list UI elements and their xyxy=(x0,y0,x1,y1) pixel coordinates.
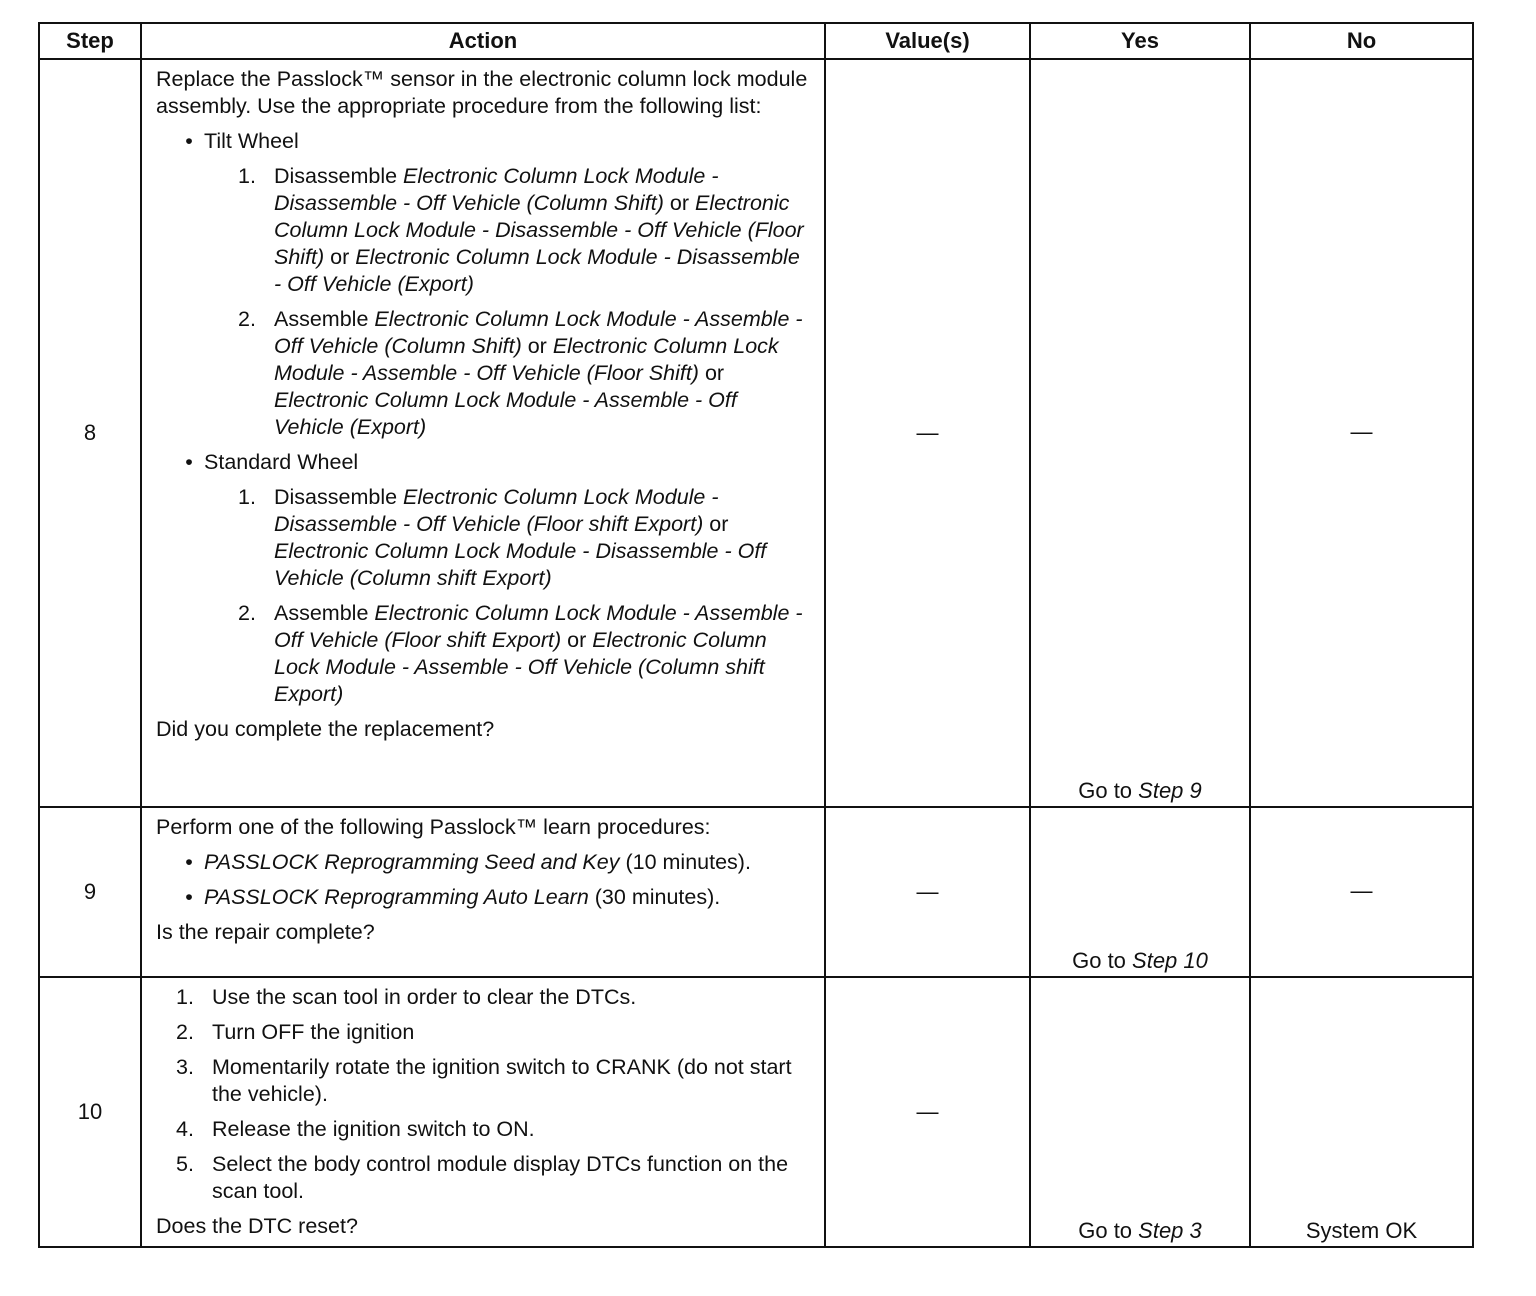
step-number: 9 xyxy=(39,807,141,977)
step-number: 10 xyxy=(39,977,141,1247)
item-number: 1. xyxy=(176,985,194,1009)
item-text: Assemble xyxy=(274,307,375,331)
header-values: Value(s) xyxy=(825,23,1030,59)
value-cell: — xyxy=(825,977,1030,1247)
procedure-reference: Electronic Column Lock Module - Disassemble - Off Vehicle (Export) xyxy=(274,245,800,296)
action-intro: Replace the Passlock™ sensor in the electronic column lock module assembly. Use the appropriate procedure from the following list: xyxy=(156,67,808,118)
item-text: or xyxy=(663,191,695,215)
list-item xyxy=(156,600,812,708)
action-cell xyxy=(141,977,825,1247)
item-text: Select the body control module display DTCs function on the scan tool. xyxy=(212,1152,789,1203)
item-text: or xyxy=(561,628,593,652)
table-row xyxy=(39,977,1473,1247)
no-cell: — xyxy=(1250,807,1473,977)
item-text: Momentarily rotate the ignition switch to CRANK (do not start the vehicle). xyxy=(212,1055,792,1106)
list-item xyxy=(156,163,812,298)
item-number: 1. xyxy=(238,485,256,509)
bullet-icon: • xyxy=(185,450,193,474)
list-item xyxy=(156,306,812,441)
yes-cell xyxy=(1030,807,1250,977)
header-no: No xyxy=(1250,23,1473,59)
yes-prefix: Go to xyxy=(1078,1218,1139,1243)
list-item xyxy=(156,1116,812,1143)
item-number: 2. xyxy=(176,1020,194,1044)
item-text: or xyxy=(521,334,553,358)
bullet-text: Standard Wheel xyxy=(204,450,359,474)
bullet-icon: • xyxy=(185,885,193,909)
procedure-reference: Electronic Column Lock Module - Disassemble - Off Vehicle (Column Shift) xyxy=(274,164,719,215)
procedure-reference: Electronic Column Lock Module - Assemble - Off Vehicle (Column shift Export) xyxy=(274,628,767,706)
yes-prefix: Go to xyxy=(1072,948,1133,973)
list-item xyxy=(156,984,812,1011)
action-intro: Perform one of the following Passlock™ learn procedures: xyxy=(156,815,711,839)
item-text: Assemble xyxy=(274,601,375,625)
diagnostic-step-table xyxy=(38,22,1474,1248)
item-text: Disassemble xyxy=(274,485,404,509)
action-cell xyxy=(141,59,825,807)
procedure-reference: Electronic Column Lock Module - Assemble - Off Vehicle (Column Shift) xyxy=(274,307,803,358)
item-text: Use the scan tool in order to clear the DTCs. xyxy=(212,985,637,1009)
item-number: 2. xyxy=(238,601,256,625)
diagnostic-table-page xyxy=(38,22,1472,1248)
yes-prefix: Go to xyxy=(1078,778,1139,803)
bullet-text: Tilt Wheel xyxy=(204,129,299,153)
table-header-row xyxy=(39,23,1473,59)
procedure-reference: Electronic Column Lock Module - Disassemble - Off Vehicle (Column shift Export) xyxy=(274,539,767,590)
list-item xyxy=(156,1151,812,1205)
procedure-reference: PASSLOCK Reprogramming Seed and Key xyxy=(204,850,620,874)
action-question: Is the repair complete? xyxy=(156,920,375,944)
item-number: 4. xyxy=(176,1117,194,1141)
header-yes: Yes xyxy=(1030,23,1250,59)
yes-cell xyxy=(1030,59,1250,807)
list-item xyxy=(156,1054,812,1108)
bullet-text: (30 minutes). xyxy=(588,885,721,909)
bullet-icon: • xyxy=(185,129,193,153)
value-cell: — xyxy=(825,807,1030,977)
no-cell: — xyxy=(1250,59,1473,807)
yes-step-link[interactable]: Step 3 xyxy=(1138,1218,1202,1243)
bullet-text: (10 minutes). xyxy=(619,850,751,874)
item-number: 1. xyxy=(238,164,256,188)
action-question: Does the DTC reset? xyxy=(156,1214,358,1238)
action-cell xyxy=(141,807,825,977)
header-step: Step xyxy=(39,23,141,59)
item-number: 5. xyxy=(176,1152,194,1176)
procedure-reference: Electronic Column Lock Module - Assemble - Off Vehicle (Export) xyxy=(274,388,737,439)
item-number: 3. xyxy=(176,1055,194,1079)
item-text: Turn OFF the ignition xyxy=(212,1020,415,1044)
procedure-reference: Electronic Column Lock Module - Disassemble - Off Vehicle (Floor shift Export) xyxy=(274,485,719,536)
bullet-icon: • xyxy=(185,850,193,874)
item-text: Disassemble xyxy=(274,164,404,188)
item-text: Release the ignition switch to ON. xyxy=(212,1117,535,1141)
list-item xyxy=(156,484,812,592)
item-text: or xyxy=(703,512,729,536)
list-item xyxy=(156,128,812,155)
table-row xyxy=(39,59,1473,807)
procedure-reference: PASSLOCK Reprogramming Auto Learn xyxy=(204,885,589,909)
yes-step-link[interactable]: Step 9 xyxy=(1138,778,1202,803)
action-question: Did you complete the replacement? xyxy=(156,717,495,741)
procedure-reference: Electronic Column Lock Module - Assemble - Off Vehicle (Floor Shift) xyxy=(274,334,779,385)
item-text: or xyxy=(324,245,356,269)
procedure-reference: Electronic Column Lock Module - Disassemble - Off Vehicle (Floor Shift) xyxy=(274,191,804,269)
value-cell: — xyxy=(825,59,1030,807)
no-cell: System OK xyxy=(1250,977,1473,1247)
procedure-reference: Electronic Column Lock Module - Assemble - Off Vehicle (Floor shift Export) xyxy=(274,601,803,652)
list-item xyxy=(156,849,812,876)
item-text: or xyxy=(698,361,725,385)
item-number: 2. xyxy=(238,307,256,331)
list-item xyxy=(156,1019,812,1046)
step-number: 8 xyxy=(39,59,141,807)
list-item xyxy=(156,884,812,911)
header-action: Action xyxy=(141,23,825,59)
yes-cell xyxy=(1030,977,1250,1247)
yes-step-link[interactable]: Step 10 xyxy=(1132,948,1208,973)
list-item xyxy=(156,449,812,476)
table-row xyxy=(39,807,1473,977)
